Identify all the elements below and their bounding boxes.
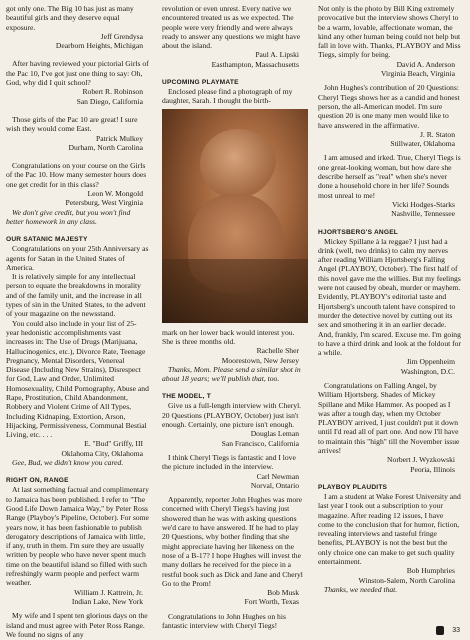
letter-text: Congratulations to John Hughes on his fantastic interview with Cheryl Tiegs!	[162, 611, 286, 630]
letter-signature: Norbert J. Wyzkowski	[387, 455, 455, 465]
letter-location: Oklahoma City, Oklahoma	[61, 448, 143, 458]
letter-text: Congratulations on your 25th Anniversary as agents for Satan in the United States of America.	[6, 244, 149, 272]
letter-text: I think Cheryl Tiegs is fantastic and I love the picture included in the interview.	[162, 452, 296, 472]
letter-signature: Vicki Hodges-Starks	[391, 199, 455, 209]
letter-text: Give us a full-length interview with Cheryl. 20 Questions (PLAYBOY, October) just isn't enough. Certainly, one picture isn't enough.	[162, 401, 302, 430]
section-heading: OUR SATANIC MAJESTY	[6, 236, 88, 244]
letter-location: San Diego, California	[76, 96, 143, 106]
letter-location: Peoria, Illinois	[410, 464, 455, 474]
letter-text: Congratulations on your course on the Girls of the Pac 10. How many semester hours does one get credit for in this class?	[6, 161, 147, 189]
letter-signature: E. "Bud" Griffy, III	[84, 439, 143, 449]
editor-reply: Thanks, we needed that.	[324, 584, 398, 594]
section-heading: UPCOMING PLAYMATE	[162, 79, 239, 87]
letter-location: Norval, Ontario	[250, 480, 299, 490]
letter-location: Indian Lake, New York	[71, 596, 143, 606]
letter-signature: Jeff Grendysa	[100, 31, 143, 41]
letter-location: Easthampton, Massachusetts	[211, 59, 299, 69]
section-heading: HJORTSBERG'S ANGEL	[318, 228, 399, 236]
letter-location: Fort Worth, Texas	[244, 597, 299, 607]
letter-text: Apparently, reporter John Hughes was more concerned with Cheryl Tiegs's having just showered than he was with asking questions we'd care to have answered. If he had to play 20 Questions, why bother finding that she might appreciate having her likeness on the nose of a B-17? I hope Hughes will invest the many dollars he received for the piece in a restful book such as Dick and Jane and Cheryl Go to the Prom!	[162, 495, 303, 588]
letter-signature: Carl Newman	[256, 471, 299, 481]
letter-location: Winston-Salem, North Carolina	[358, 575, 455, 585]
letter-location: Nashville, Tennessee	[391, 209, 455, 219]
letter-signature: Jim Oppenheim	[406, 357, 455, 367]
letter-signature: Paul A. Lipski	[255, 50, 299, 60]
section-heading: PLAYBOY PLAUDITS	[318, 483, 388, 491]
letter-text: mark on her lower back would interest you. She is three months old.	[162, 327, 295, 346]
letter-text: got only one. The Big 10 has just as many beautiful girls and they deserve equal exposure.	[6, 4, 134, 32]
letter-location: Stillwater, Oklahoma	[390, 139, 455, 149]
letter-location: Moorestown, New Jersey	[221, 355, 299, 365]
letter-location: Durham, North Carolina	[68, 142, 143, 152]
column-1	[6, 4, 149, 639]
letter-text: Not only is the photo by Bill King extremely provocative but the interview shows Cheryl to be a warm, lovable, affectionate woman, the kind any other human being could not help but fall in love with. Thanks, PLAYBOY and Miss Tiegs, simply for being.	[318, 4, 461, 60]
letter-text: I am amused and irked. True, Cheryl Tiegs is one great-looking woman, but how dare she describe herself as "real" when she's never done a household chore in her life? Sounds most unreal to me!	[318, 153, 461, 200]
letter-text: At last something factual and complimentary to Jamaica has been published. I refer to "The Good Life Down Jamaica Way," by Peter Ross Range (Playboy's Pipeline, October). For some years now, it has been fashionable to publish derogatory descriptions of Jamaica with little, if any, truth in them. I'm sure they are usually written by people who have never spent much time on the beautiful island so filled with such refreshingly warm people and perfect warm weather.	[6, 485, 149, 588]
letter-text: After having reviewed your pictorial Girls of the Pac 10, I've got just one thing to say: Oh, God, why did I quit school?	[6, 59, 149, 88]
editor-reply: We don't give credit, but you won't find better homework in any class.	[6, 207, 131, 226]
letter-text: Those girls of the Pac 10 are great! I sure wish they would come East.	[6, 114, 138, 134]
letter-signature: Rachelle Sher	[256, 346, 299, 356]
letter-location: Washington, D.C.	[400, 366, 455, 376]
editor-reply: Thanks, Mom. Please send a similar shot in about 18 years; we'll publish that, too.	[162, 364, 301, 384]
letter-text: It is relatively simple for any intellectual person to equate the breakdowns in morality and of the family unit, and the increase in all types of sin in the United States, to the advent of your magazine on the newsstand.	[6, 272, 146, 319]
section-heading: THE MODEL, T	[162, 393, 211, 401]
letter-location: San Francisco, California	[221, 438, 299, 448]
section-heading: RIGHT ON, RANGE	[6, 477, 69, 485]
letter-text: Mickey Spillane à la reggae? I just had a drink (well, two drinks) to calm my nerves after reading William Hjortsberg's Falling Angel (PLAYBOY, October). The first half of this novel gave me the willies. But my feelings were not caused by obeah, murder or mayhem. Evidently, PLAYBOY's editorial taste and Hjortsberg's uncouth talent have conspired to murder the detective novel by cutting out its sex and smothering it in an earlier decade. And, frankly, I'm scared. Excuse me. I'm going to have a third drink and look at the foldout for a while.	[318, 236, 461, 358]
letter-signature: William J. Kattrein, Jr.	[74, 587, 143, 597]
letter-text: revolution or even unrest. Every native we encountered treated us as we expected. The people were very friendly and were always ready to answer any questions we might have about the island.	[162, 4, 301, 51]
letter-text: Congratulations on Falling Angel, by William Hjortsberg. Shades of Mickey Spillane and Mike Hammer. As pooped as I was after a tough day, when my October PLAYBOY arrived, I just couldn't put it down until I'd read all of part one. And now I'll have to maintain this "high" till the November issue arrives!	[318, 380, 460, 456]
letter-signature: Bob Humphries	[406, 566, 455, 576]
baby-photo	[162, 109, 308, 323]
letter-signature: J. R. Staton	[419, 129, 455, 139]
letter-text: Enclosed please find a photograph of my daughter, Sarah. I thought the birth-	[162, 87, 293, 106]
letter-location: Petersburg, West Virginia	[65, 198, 143, 208]
bunny-logo-icon	[436, 626, 444, 635]
letter-signature: Douglas Leman	[250, 429, 299, 439]
letter-text: John Hughes's contribution of 20 Questions: Cheryl Tiegs shows her as a candid and honest person, the all-American model. I'm sure question 20 is one many men would like to have answered in the affirmative.	[318, 83, 460, 130]
page-number: 33	[452, 627, 460, 634]
letter-signature: Leon W. Mongold	[87, 189, 143, 199]
column-2	[162, 4, 305, 630]
column-3	[318, 4, 461, 594]
letter-signature: Bob Musk	[267, 588, 299, 598]
letter-text: I am a student at Wake Forest University and last year I took out a subscription to your magazine. After reading 12 issues, I have come to the conclusion that for humor, fiction, revealing interviews and tasteful fringe benefits, PLAYBOY is not the best but the only choice one can make to get such quality entertainment.	[318, 491, 461, 567]
letter-location: Virginia Beach, Virginia	[381, 69, 455, 79]
letter-signature: Patrick Mulkey	[95, 133, 143, 143]
letter-location: Dearborn Heights, Michigan	[55, 41, 143, 51]
letter-text: You could also include in your list of 25-year hedonistic accomplishments vast increases in: The Use of Drugs (Marijuana, Hallucinogenics, etc.), Divorce Rate, Teenage Pregnancy, Mental Disorders, Venereal Disease (Including New Strains), Disrespect for God, Law and Order, Unlimited Homosexuality, Child Pornography, Abuse and Rape, Prostitution, Child Abandonment, Robbery and Violent Crime of All Types, Including Kidnaping, Extortion, Arson, Hijacking, Permissiveness, Communal Bestial Living, etc. . . .	[6, 318, 149, 440]
letter-text: My wife and I spent ten glorious days on the island and must agree with Peter Ross Range. We found no signs of any	[6, 611, 148, 639]
letter-signature: Robert R. Robinson	[82, 87, 143, 97]
editor-reply: Gee, Bud, we didn't know you cared.	[12, 458, 124, 468]
letter-signature: David A. Anderson	[396, 59, 455, 69]
